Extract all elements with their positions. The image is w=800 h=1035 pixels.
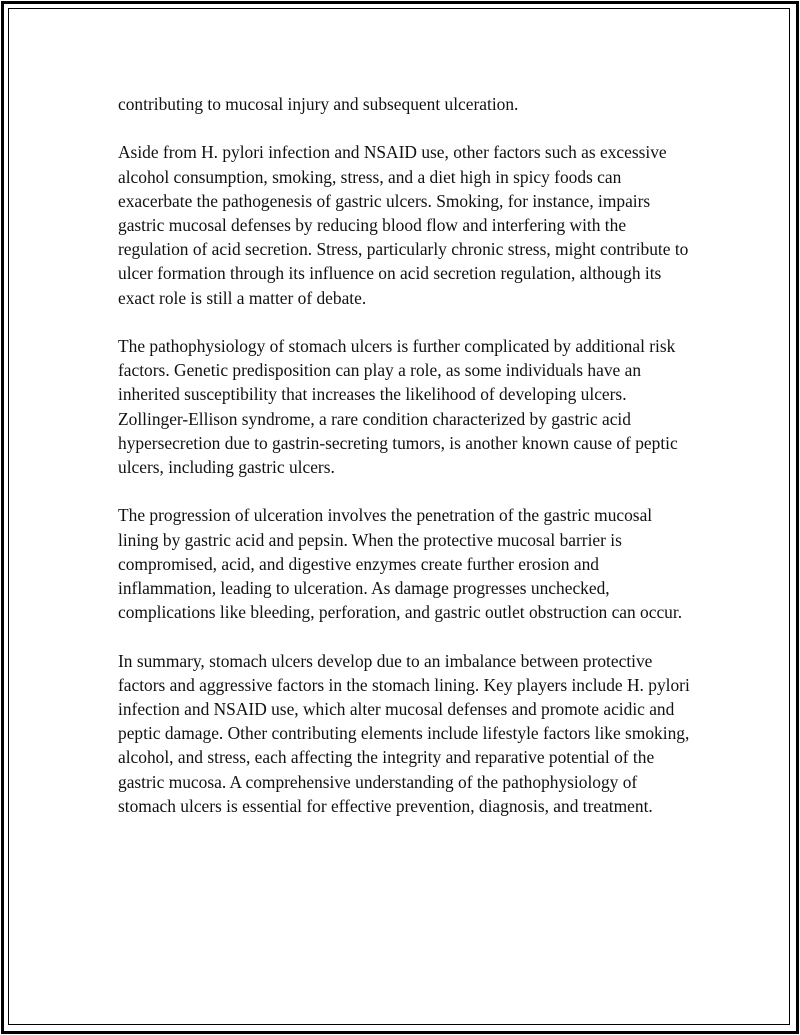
paragraph-summary: In summary, stomach ulcers develop due to an imbalance between protective factors and aggressive factors in the stomach lining. Key players include H. pylori infection and NSAID use, which alter mucosal defenses and promote acidic and peptic damage. Other contributing elements include lifestyle factors like smoking, alcohol, and stress, each affecting the integrity and reparative potential of the gastric mucosa. A comprehensive understanding of the pathophysiology of stomach ulcers is essential for effective prevention, diagnosis, and treatment.: [118, 650, 690, 816]
paragraph-other-factors: Aside from H. pylori infection and NSAID use, other factors such as excessive alcohol consumption, smoking, stress, and a diet high in spicy foods can exacerbate the pathogenesis of gastric ulcers. Smoking, for instance, impairs gastric mucosal defenses by reducing blood flow and interfering with the regulation of acid secretion. Stress, particularly chronic stress, might contribute to ulcer formation through its influence on acid secretion regulation, although its exact role is still a matter of debate.: [118, 142, 689, 308]
paragraph-continuation: contributing to mucosal injury and subsequent ulceration.: [118, 94, 519, 114]
paragraph-risk-factors: The pathophysiology of stomach ulcers is further complicated by additional risk factors. Genetic predisposition can play a role, as some individuals have an inherited susceptibility that increases the likelihood of developing ulcers. Zollinger-Ellison syndrome, a rare condition characterized by gastric acid hypersecretion due to gastrin-secreting tumors, is another known cause of peptic ulcers, including gastric ulcers.: [118, 336, 678, 478]
paragraph-progression: The progression of ulceration involves the penetration of the gastric mucosal lining by gastric acid and pepsin. When the protective mucosal barrier is compromised, acid, and digestive enzymes create further erosion and inflammation, leading to ulceration. As damage progresses unchecked, complications like bleeding, perforation, and gastric outlet obstruction can occur.: [118, 505, 683, 623]
document-body: [118, 92, 693, 842]
